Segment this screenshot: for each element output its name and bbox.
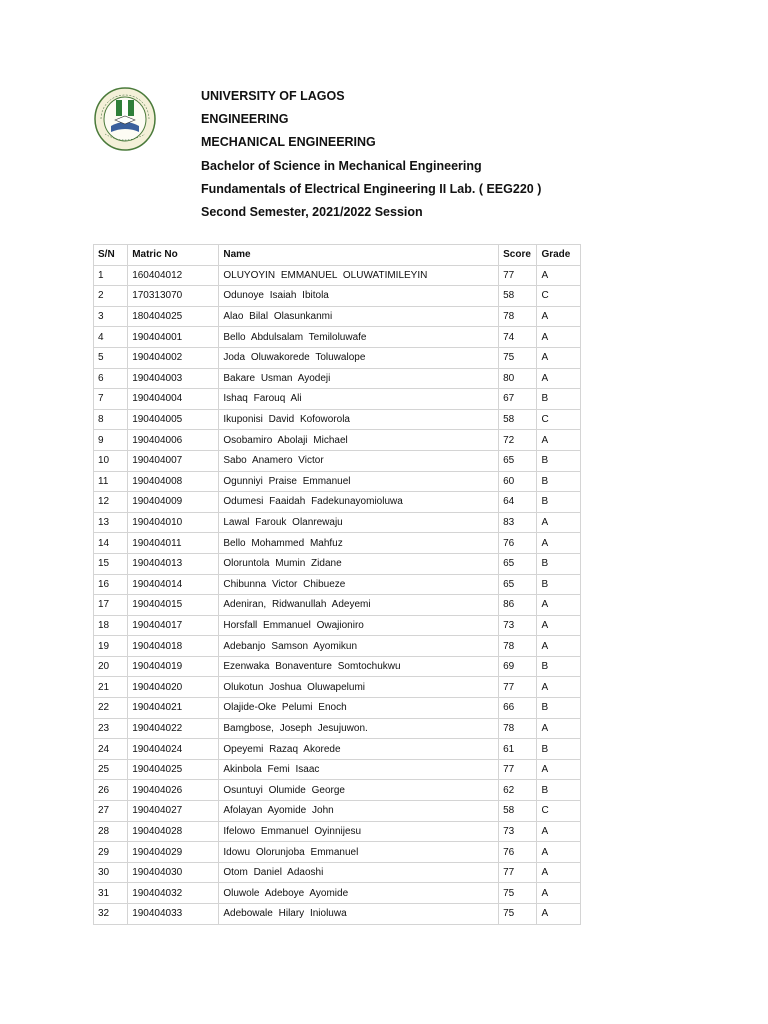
cell-name: Otom Daniel Adaoshi [219, 862, 499, 883]
cell-matric: 190404026 [128, 780, 219, 801]
cell-matric: 190404013 [128, 553, 219, 574]
cell-sn: 3 [94, 306, 128, 327]
table-row [94, 574, 581, 595]
cell-matric: 190404014 [128, 574, 219, 595]
table-row [94, 492, 581, 513]
cell-name: Bello Abdulsalam Temiloluwafe [219, 327, 499, 348]
cell-score: 77 [499, 677, 537, 698]
cell-sn: 23 [94, 718, 128, 739]
cell-sn: 1 [94, 265, 128, 286]
cell-score: 66 [499, 698, 537, 719]
cell-score: 78 [499, 306, 537, 327]
cell-name: Oluwole Adeboye Ayomide [219, 883, 499, 904]
cell-grade: A [537, 636, 581, 657]
cell-name: Olajide-Oke Pelumi Enoch [219, 698, 499, 719]
cell-grade: C [537, 409, 581, 430]
cell-score: 73 [499, 615, 537, 636]
cell-score: 77 [499, 265, 537, 286]
cell-matric: 180404025 [128, 306, 219, 327]
cell-sn: 31 [94, 883, 128, 904]
cell-name: Ezenwaka Bonaventure Somtochukwu [219, 656, 499, 677]
cell-grade: A [537, 512, 581, 533]
cell-matric: 190404029 [128, 842, 219, 863]
cell-score: 73 [499, 821, 537, 842]
cell-sn: 29 [94, 842, 128, 863]
table-row [94, 821, 581, 842]
cell-grade: A [537, 327, 581, 348]
cell-matric: 190404006 [128, 430, 219, 451]
cell-score: 58 [499, 409, 537, 430]
cell-grade: A [537, 265, 581, 286]
cell-score: 72 [499, 430, 537, 451]
cell-name: Joda Oluwakorede Toluwalope [219, 347, 499, 368]
cell-score: 78 [499, 718, 537, 739]
table-row [94, 739, 581, 760]
cell-sn: 10 [94, 450, 128, 471]
table-row [94, 327, 581, 348]
cell-grade: B [537, 780, 581, 801]
cell-grade: A [537, 306, 581, 327]
cell-name: Bamgbose, Joseph Jesujuwon. [219, 718, 499, 739]
cell-matric: 190404001 [128, 327, 219, 348]
table-row [94, 430, 581, 451]
cell-matric: 190404028 [128, 821, 219, 842]
table-row [94, 862, 581, 883]
cell-sn: 19 [94, 636, 128, 657]
table-row [94, 471, 581, 492]
cell-matric: 190404032 [128, 883, 219, 904]
cell-matric: 190404019 [128, 656, 219, 677]
cell-name: Ishaq Farouq Ali [219, 389, 499, 410]
cell-score: 61 [499, 739, 537, 760]
results-table [93, 244, 581, 925]
table-header-row [94, 245, 581, 266]
course-title: Fundamentals of Electrical Engineering II Lab. ( EEG220 ) [201, 181, 542, 196]
cell-name: Bello Mohammed Mahfuz [219, 533, 499, 554]
cell-score: 75 [499, 347, 537, 368]
cell-score: 64 [499, 492, 537, 513]
cell-grade: A [537, 862, 581, 883]
cell-name: Odunoye Isaiah Ibitola [219, 286, 499, 307]
cell-name: Alao Bilal Olasunkanmi [219, 306, 499, 327]
cell-score: 58 [499, 801, 537, 822]
cell-matric: 190404004 [128, 389, 219, 410]
cell-sn: 17 [94, 595, 128, 616]
cell-matric: 190404002 [128, 347, 219, 368]
table-row [94, 286, 581, 307]
table-row [94, 780, 581, 801]
cell-grade: A [537, 533, 581, 554]
table-row [94, 553, 581, 574]
cell-score: 65 [499, 450, 537, 471]
cell-grade: A [537, 821, 581, 842]
cell-grade: A [537, 347, 581, 368]
university-name: UNIVERSITY OF LAGOS [201, 89, 345, 103]
cell-name: Olukotun Joshua Oluwapelumi [219, 677, 499, 698]
cell-sn: 12 [94, 492, 128, 513]
cell-score: 75 [499, 904, 537, 925]
cell-matric: 190404033 [128, 904, 219, 925]
cell-grade: A [537, 677, 581, 698]
cell-grade: C [537, 286, 581, 307]
cell-matric: 190404003 [128, 368, 219, 389]
cell-name: Odumesi Faaidah Fadekunayomioluwa [219, 492, 499, 513]
cell-sn: 15 [94, 553, 128, 574]
cell-name: Ogunniyi Praise Emmanuel [219, 471, 499, 492]
table-row [94, 677, 581, 698]
cell-score: 65 [499, 574, 537, 595]
cell-name: Akinbola Femi Isaac [219, 759, 499, 780]
table-row [94, 698, 581, 719]
cell-grade: B [537, 739, 581, 760]
cell-sn: 9 [94, 430, 128, 451]
cell-grade: B [537, 553, 581, 574]
cell-name: Ikuponisi David Kofoworola [219, 409, 499, 430]
cell-grade: A [537, 842, 581, 863]
cell-matric: 170313070 [128, 286, 219, 307]
cell-sn: 30 [94, 862, 128, 883]
cell-sn: 22 [94, 698, 128, 719]
cell-score: 78 [499, 636, 537, 657]
cell-matric: 190404025 [128, 759, 219, 780]
cell-name: Lawal Farouk Olanrewaju [219, 512, 499, 533]
cell-grade: A [537, 368, 581, 389]
cell-name: Adebowale Hilary Inioluwa [219, 904, 499, 925]
table-row [94, 533, 581, 554]
cell-score: 75 [499, 883, 537, 904]
cell-matric: 160404012 [128, 265, 219, 286]
cell-sn: 18 [94, 615, 128, 636]
cell-score: 62 [499, 780, 537, 801]
cell-matric: 190404022 [128, 718, 219, 739]
cell-sn: 24 [94, 739, 128, 760]
cell-grade: A [537, 718, 581, 739]
cell-score: 76 [499, 842, 537, 863]
cell-grade: B [537, 492, 581, 513]
cell-sn: 27 [94, 801, 128, 822]
document-header [201, 87, 541, 226]
cell-score: 74 [499, 327, 537, 348]
cell-grade: B [537, 450, 581, 471]
cell-grade: B [537, 656, 581, 677]
cell-matric: 190404030 [128, 862, 219, 883]
cell-name: Idowu Olorunjoba Emmanuel [219, 842, 499, 863]
table-row [94, 615, 581, 636]
cell-score: 83 [499, 512, 537, 533]
cell-name: Chibunna Victor Chibueze [219, 574, 499, 595]
table-row [94, 512, 581, 533]
table-row [94, 842, 581, 863]
cell-score: 76 [499, 533, 537, 554]
cell-matric: 190404018 [128, 636, 219, 657]
table-row [94, 306, 581, 327]
cell-score: 86 [499, 595, 537, 616]
table-row [94, 347, 581, 368]
cell-name: Osuntuyi Olumide George [219, 780, 499, 801]
cell-sn: 4 [94, 327, 128, 348]
table-row [94, 718, 581, 739]
cell-grade: A [537, 904, 581, 925]
cell-sn: 26 [94, 780, 128, 801]
cell-matric: 190404009 [128, 492, 219, 513]
cell-score: 77 [499, 759, 537, 780]
cell-name: Sabo Anamero Victor [219, 450, 499, 471]
cell-score: 58 [499, 286, 537, 307]
cell-grade: B [537, 389, 581, 410]
cell-sn: 28 [94, 821, 128, 842]
table-row [94, 656, 581, 677]
table-row [94, 389, 581, 410]
cell-matric: 190404024 [128, 739, 219, 760]
cell-matric: 190404008 [128, 471, 219, 492]
cell-score: 67 [499, 389, 537, 410]
cell-grade: A [537, 615, 581, 636]
cell-name: Afolayan Ayomide John [219, 801, 499, 822]
cell-matric: 190404017 [128, 615, 219, 636]
cell-sn: 7 [94, 389, 128, 410]
cell-sn: 20 [94, 656, 128, 677]
programme-name: Bachelor of Science in Mechanical Engineering [201, 158, 482, 173]
cell-sn: 16 [94, 574, 128, 595]
cell-name: Opeyemi Razaq Akorede [219, 739, 499, 760]
cell-score: 77 [499, 862, 537, 883]
cell-matric: 190404021 [128, 698, 219, 719]
cell-grade: B [537, 471, 581, 492]
cell-grade: A [537, 430, 581, 451]
cell-matric: 190404020 [128, 677, 219, 698]
cell-sn: 11 [94, 471, 128, 492]
table-row [94, 409, 581, 430]
cell-matric: 190404007 [128, 450, 219, 471]
university-crest-icon [93, 86, 157, 152]
cell-name: Ifelowo Emmanuel Oyinnijesu [219, 821, 499, 842]
cell-matric: 190404015 [128, 595, 219, 616]
cell-grade: A [537, 883, 581, 904]
cell-score: 60 [499, 471, 537, 492]
table-row [94, 801, 581, 822]
cell-sn: 5 [94, 347, 128, 368]
department-name: MECHANICAL ENGINEERING [201, 135, 376, 150]
cell-grade: A [537, 595, 581, 616]
cell-matric: 190404011 [128, 533, 219, 554]
table-row [94, 636, 581, 657]
column-header-sn: S/N [94, 245, 128, 266]
table-row [94, 904, 581, 925]
cell-matric: 190404010 [128, 512, 219, 533]
cell-name: Osobamiro Abolaji Michael [219, 430, 499, 451]
cell-name: OLUYOYIN EMMANUEL OLUWATIMILEYIN [219, 265, 499, 286]
cell-name: Oloruntola Mumin Zidane [219, 553, 499, 574]
cell-grade: A [537, 759, 581, 780]
cell-grade: B [537, 574, 581, 595]
cell-name: Adebanjo Samson Ayomikun [219, 636, 499, 657]
cell-matric: 190404027 [128, 801, 219, 822]
table-row [94, 759, 581, 780]
table-row [94, 368, 581, 389]
table-row [94, 265, 581, 286]
cell-sn: 25 [94, 759, 128, 780]
table-row [94, 450, 581, 471]
cell-name: Adeniran, Ridwanullah Adeyemi [219, 595, 499, 616]
faculty-name: ENGINEERING [201, 112, 289, 127]
session-label: Second Semester, 2021/2022 Session [201, 204, 423, 219]
cell-score: 80 [499, 368, 537, 389]
column-header-grade: Grade [537, 245, 581, 266]
cell-grade: B [537, 698, 581, 719]
cell-sn: 6 [94, 368, 128, 389]
cell-sn: 13 [94, 512, 128, 533]
cell-grade: C [537, 801, 581, 822]
cell-score: 65 [499, 553, 537, 574]
cell-sn: 21 [94, 677, 128, 698]
column-header-score: Score [499, 245, 537, 266]
cell-matric: 190404005 [128, 409, 219, 430]
table-row [94, 883, 581, 904]
cell-name: Horsfall Emmanuel Owajioniro [219, 615, 499, 636]
cell-sn: 14 [94, 533, 128, 554]
cell-sn: 32 [94, 904, 128, 925]
table-row [94, 595, 581, 616]
cell-score: 69 [499, 656, 537, 677]
column-header-matric: Matric No [128, 245, 219, 266]
cell-sn: 2 [94, 286, 128, 307]
column-header-name: Name [219, 245, 499, 266]
cell-sn: 8 [94, 409, 128, 430]
cell-name: Bakare Usman Ayodeji [219, 368, 499, 389]
